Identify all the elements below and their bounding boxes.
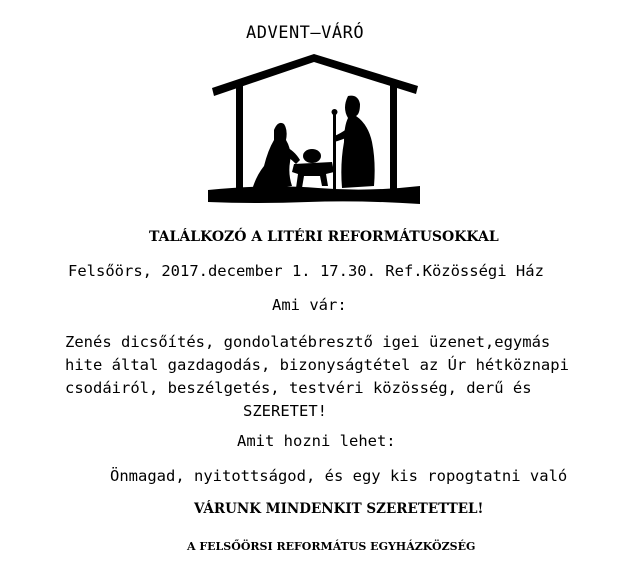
- what-awaits-heading: Ami vár:: [272, 296, 347, 314]
- welcome-line: VÁRUNK MINDENKIT SZERETETTEL!: [194, 501, 484, 517]
- subtitle: TALÁLKOZÓ A LITÉRI REFORMÁTUSOKKAL: [149, 229, 499, 245]
- footer-signature: A FELSŐÖRSI REFORMÁTUS EGYHÁZKÖZSÉG: [187, 540, 476, 553]
- description-line: Zenés dicsőítés, gondolatébresztő igei üzenet,egymás: [65, 333, 551, 351]
- description-line: SZERETET!: [243, 402, 327, 420]
- what-to-bring-heading: Amit hozni lehet:: [237, 432, 396, 450]
- page-title: ADVENT–VÁRÓ: [246, 23, 365, 43]
- description-line: csodáiról, beszélgetés, testvéri közösség, derű és: [65, 379, 532, 397]
- nativity-scene-image: [208, 52, 422, 206]
- what-to-bring: Önmagad, nyitottságod, és egy kis ropogtatni való: [110, 467, 568, 485]
- event-info: Felsőörs, 2017.december 1. 17.30. Ref.Közösségi Ház: [68, 262, 544, 280]
- description-line: hite által gazdagodás, bizonyságtétel az Úr hétköznapi: [65, 356, 569, 374]
- description: [65, 331, 625, 423]
